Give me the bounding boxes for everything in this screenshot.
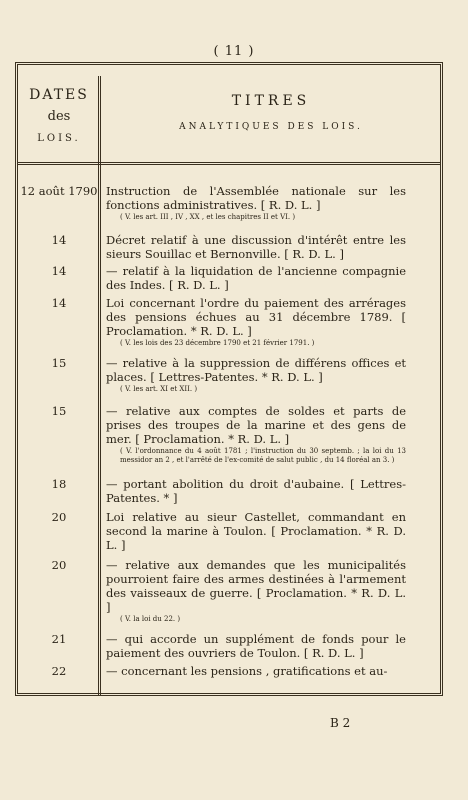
entry-note: ( V. les art. XI et XII. ) — [120, 385, 198, 393]
entry-text — [106, 264, 406, 292]
entry-date: 14 — [51, 264, 67, 278]
titres-header-line2: ANALYTIQUES DES LOIS. — [179, 122, 363, 132]
entry-text — [106, 296, 406, 348]
entry-text — [106, 632, 406, 660]
entry-date: 22 — [51, 664, 67, 678]
entry-title: Loi relative au sieur Castellet, commandant en second la marine à Toulon. [ Proclamation. * R. D. L. ] — [106, 510, 406, 552]
entry-date: 20 — [51, 510, 67, 524]
entry-text — [106, 356, 406, 394]
dates-header-line3: LOIS. — [37, 133, 81, 144]
entry-note: ( V. les lois des 23 décembre 1790 et 21 février 1791. ) — [120, 339, 315, 347]
entry-title: Décret relatif à une discussion d'intérêt entre les sieurs Souillac et Bernonville. [ R. D. L. ] — [106, 233, 406, 261]
entry-date: 20 — [51, 558, 67, 572]
column-separator — [98, 76, 101, 696]
entry-date: 21 — [51, 632, 67, 646]
entry-text — [106, 477, 406, 505]
entry-title: — relative aux demandes que les municipalités pourroient faire des armes destinées à l'armement des vaisseaux de guerre. [ Proclamation. * R. D. L. ] — [106, 558, 406, 614]
entry-date: 14 — [51, 233, 67, 247]
entry-text — [106, 184, 406, 222]
entry-title: — qui accorde un supplément de fonds pour le paiement des ouvriers de Toulon. [ R. D. L. ] — [106, 632, 406, 660]
entry-text — [106, 558, 406, 624]
header-separator — [18, 162, 440, 165]
entry-date: 12 août 1790 — [20, 184, 98, 198]
entry-text — [106, 233, 406, 261]
entry-text — [106, 664, 406, 678]
titres-column-header — [104, 90, 438, 132]
entry-text — [106, 404, 406, 465]
entry-title: — relatif à la liquidation de l'ancienne compagnie des Indes. [ R. D. L. ] — [106, 264, 406, 292]
entry-title: — relative à la suppression de différens offices et places. [ Lettres-Patentes. * R. D. L. ] — [106, 356, 406, 384]
entry-note: ( V. la loi du 22. ) — [120, 615, 181, 623]
entry-date: 15 — [51, 404, 67, 418]
dates-header-line1: DATES — [29, 87, 89, 103]
entry-title: Loi concernant l'ordre du paiement des arrérages des pensions échues au 31 décembre 1789. [ Proclamation. * R. D. L. ] — [106, 296, 406, 338]
entry-date: 15 — [51, 356, 67, 370]
entry-note: ( V. les art. III , IV , XX , et les chapitres II et VI. ) — [120, 213, 296, 221]
titres-header-line1: TITRES — [231, 93, 311, 109]
entry-date: 14 — [51, 296, 67, 310]
entry-date: 18 — [51, 477, 67, 491]
entry-note: ( V. l'ordonnance du 4 août 1781 ; l'instruction du 30 septemb. ; la loi du 13 messidor an 2 , et l'arrêté de l'ex-comité de salut public , du 14 floréal an 3. ) — [120, 447, 406, 464]
entry-title: Instruction de l'Assemblée nationale sur les fonctions administratives. [ R. D. L. ] — [106, 184, 406, 212]
entry-text — [106, 510, 406, 552]
page-number: ( 11 ) — [213, 44, 255, 59]
entry-title: — portant abolition du droit d'aubaine. [ Lettres-Patentes. * ] — [106, 477, 406, 505]
entry-title: — concernant les pensions , gratifications et au- — [106, 664, 388, 678]
signature-mark: B 2 — [330, 716, 351, 730]
dates-column-header — [20, 84, 98, 150]
dates-header-line2: des — [47, 109, 71, 124]
entry-title: — relative aux comptes de soldes et parts de prises des troupes de la marine et des gens de mer. [ Proclamation. * R. D. L. ] — [106, 404, 406, 446]
